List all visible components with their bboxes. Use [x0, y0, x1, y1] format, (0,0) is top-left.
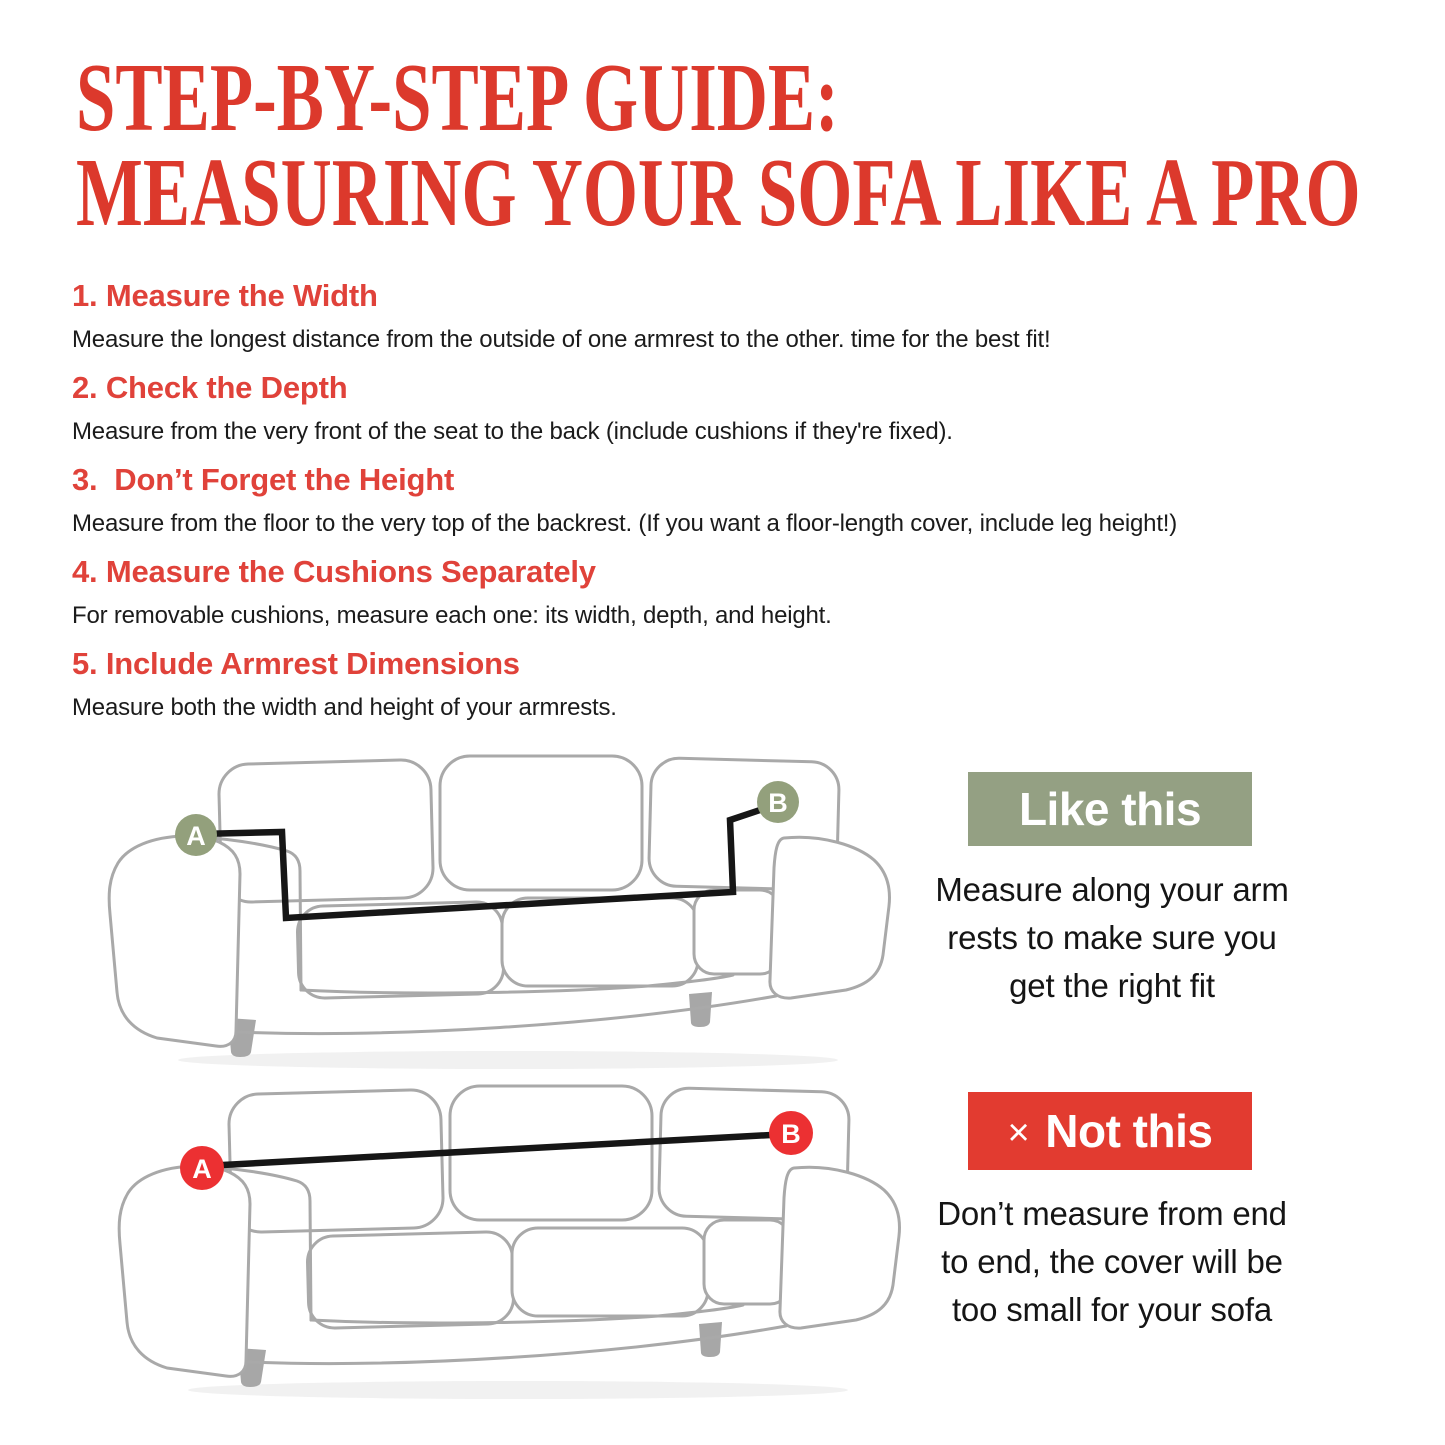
not-this-badge: [968, 1092, 1252, 1170]
like-caption-line1: Measure along your arm: [935, 871, 1289, 908]
page-title-line1: STEP-BY-STEP GUIDE:: [76, 44, 839, 151]
step-3-body: Measure from the floor to the very top of the backrest. (If you want a floor-length cover, include leg height!): [72, 510, 1178, 537]
step-2-body: Measure from the very front of the seat to the back (include cushions if they're fixed).: [72, 418, 953, 445]
not-this-label: Not this: [1045, 1105, 1213, 1157]
not-caption-line1: Don’t measure from end: [937, 1195, 1287, 1232]
marker-a-red: [180, 1146, 224, 1190]
marker-b-green: [757, 781, 799, 823]
not-caption-line3: too small for your sofa: [951, 1291, 1273, 1328]
step-2-heading: 2. Check the Depth: [72, 370, 348, 405]
sofa-diagram-correct: [88, 742, 906, 1076]
marker-b-label: B: [768, 788, 788, 818]
like-this-caption: [900, 866, 1324, 1010]
x-icon: ×: [1007, 1111, 1030, 1154]
step-1-heading: 1. Measure the Width: [72, 278, 378, 313]
like-this-badge: [968, 772, 1252, 846]
marker-a-label: A: [186, 821, 206, 851]
marker-a-label: A: [192, 1154, 212, 1184]
not-caption-line2: to end, the cover will be: [941, 1243, 1283, 1280]
not-this-caption: [896, 1190, 1328, 1334]
page-title-line2: MEASURING YOUR SOFA LIKE A PRO: [76, 139, 1361, 246]
step-3-heading: 3. Don’t Forget the Height: [72, 462, 455, 497]
sofa-wrong-svg: [98, 1072, 916, 1406]
step-1-body: Measure the longest distance from the outside of one armrest to the other. time for the best fit!: [72, 326, 1051, 353]
page-title: [76, 44, 1361, 246]
step-4-body: For removable cushions, measure each one: its width, depth, and height.: [72, 602, 832, 629]
sofa-correct-svg: [88, 742, 906, 1076]
marker-a-green: [175, 814, 217, 856]
like-caption-line3: get the right fit: [1009, 967, 1215, 1004]
step-4-heading: 4. Measure the Cushions Separately: [72, 554, 596, 589]
like-this-label: Like this: [1018, 783, 1202, 835]
marker-b-label: B: [781, 1119, 801, 1149]
steps-list: [72, 276, 1402, 736]
like-caption-line2: rests to make sure you: [947, 919, 1277, 956]
step-5-heading: 5. Include Armrest Dimensions: [72, 646, 520, 681]
marker-b-red: [769, 1111, 813, 1155]
step-5-body: Measure both the width and height of your armrests.: [72, 694, 617, 721]
sofa-diagram-wrong: [98, 1072, 916, 1406]
